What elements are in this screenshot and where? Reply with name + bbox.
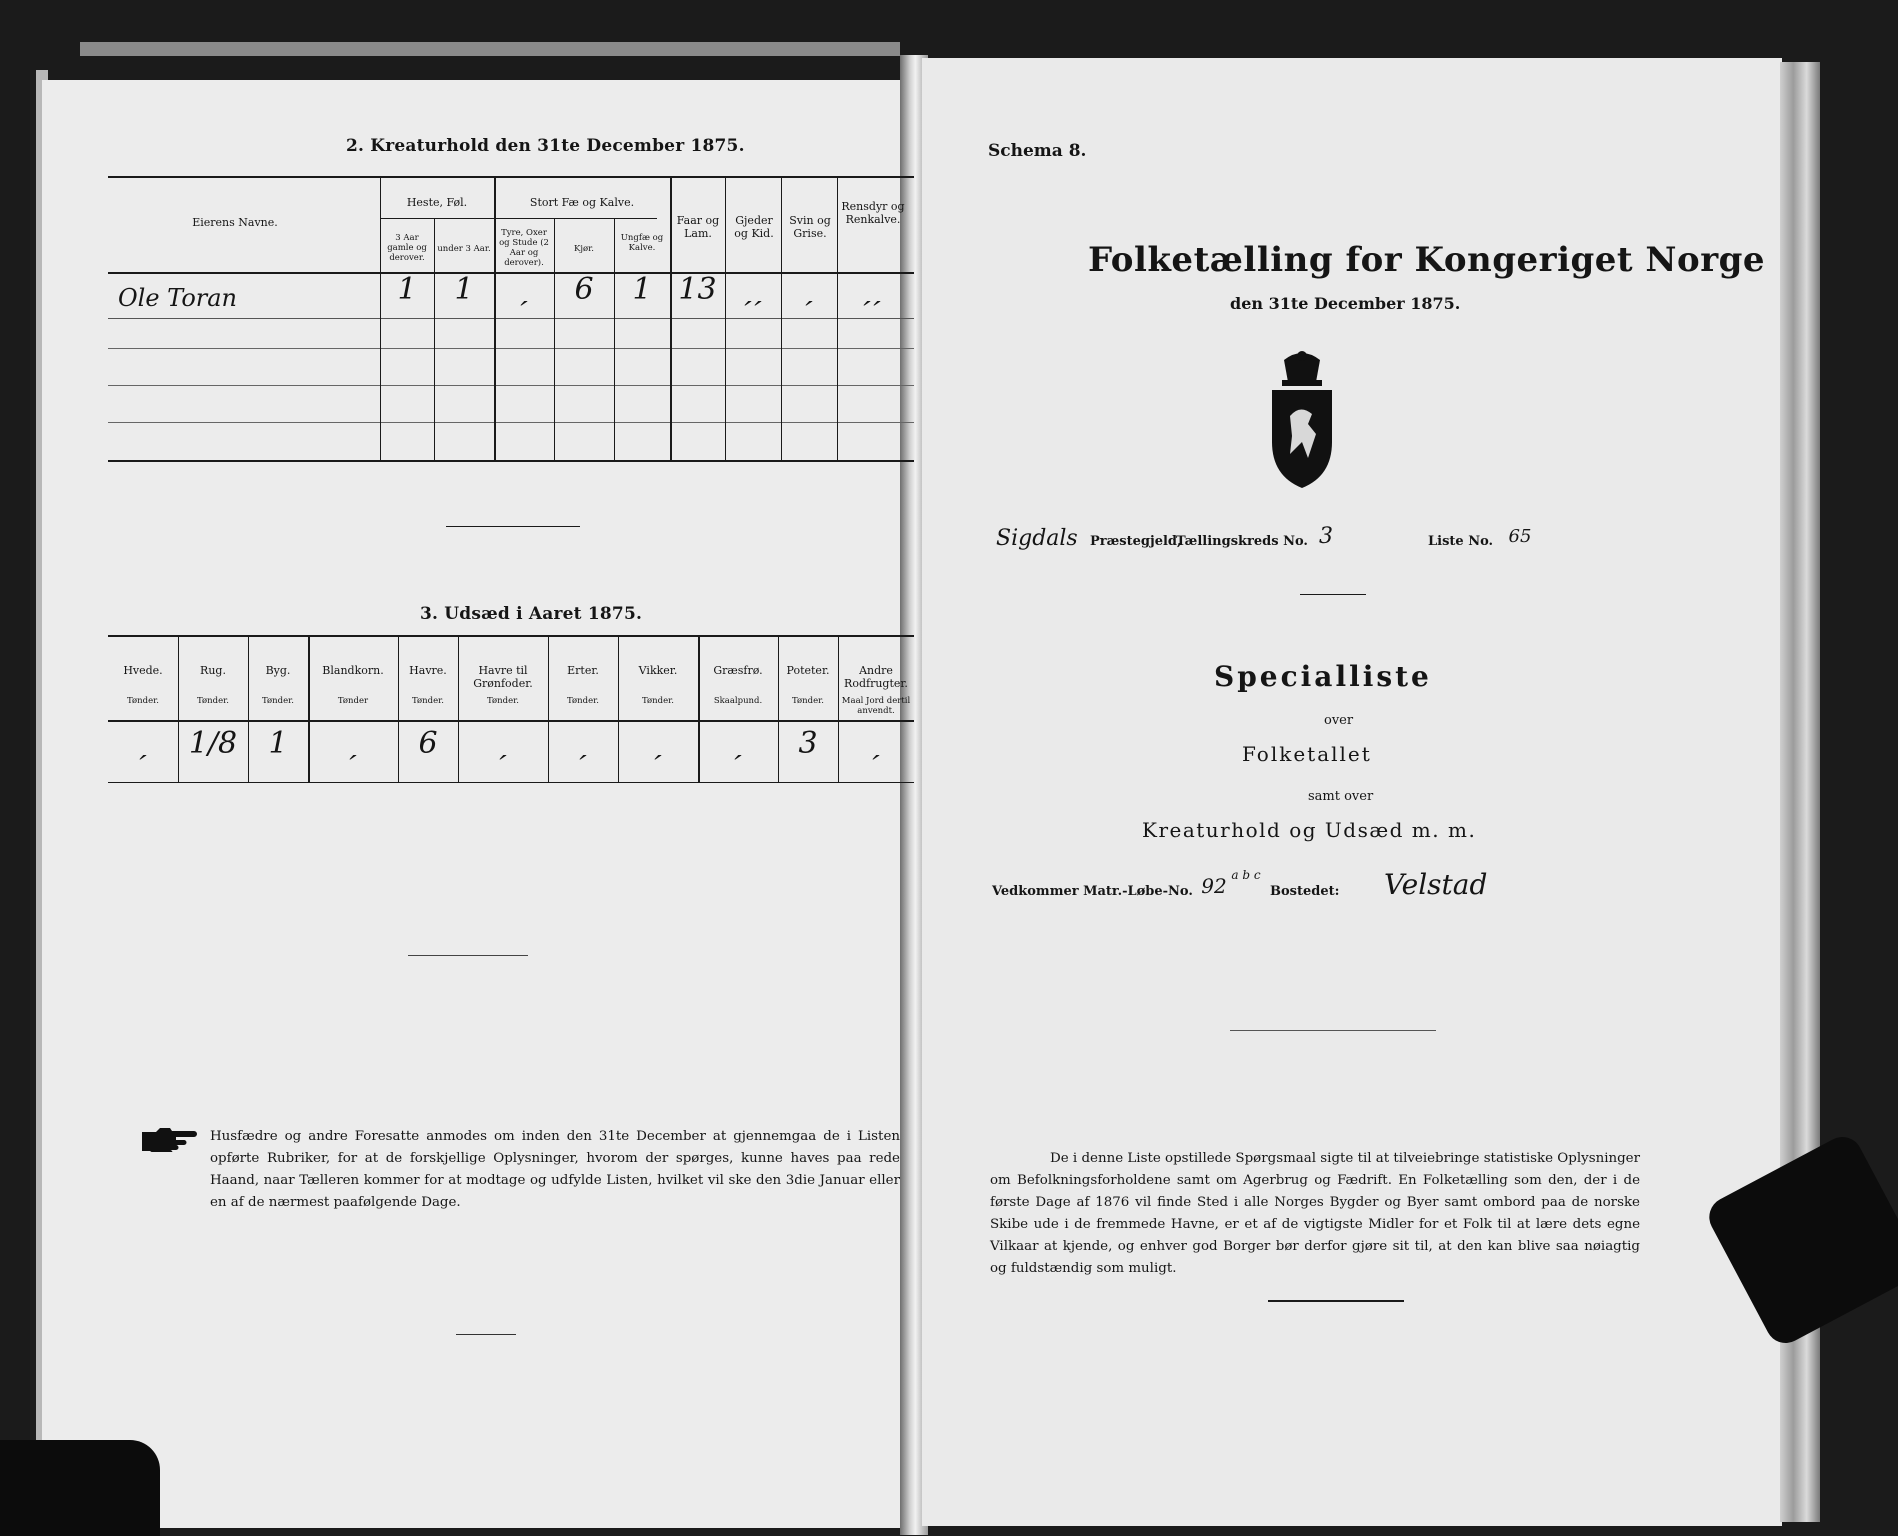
seed-value: ˏ [498,726,508,761]
livestock-value-pigs: ˏ [804,272,814,307]
explanatory-paragraph: De i denne Liste opstillede Spørgsmaal sigte til at tilveiebringe statistiske Oplysninger om Befolkningsforholdene samt om Agerbrug og Fædrift. En Folketælling som den, der i de første Dage af 1876 vil finde Sted i alle Norges Bygder og Byer samt ombord paa de norske Skibe ude i de fremmede Havne, er et af de vigtigste Midler for et Folk til at lære dets egne Vilkaar at kjende, og enhver god Borger bør derfor gjøre sit til, at den kan blive saa nøiagtig og fuldstændig som muligt. [990,1151,1640,1276]
separator-rule-5 [1230,1030,1436,1031]
seed-column-header: Vikker. [638,664,678,677]
seed-column-unit: Tønder [337,696,369,706]
seed-column-unit: Tønder. [487,696,519,706]
district-number: 3 [1319,524,1333,549]
seed-column-unit: Tønder. [642,696,674,706]
seed-column-unit: Tønder. [127,696,159,706]
seed-column-unit: Tønder. [567,696,599,706]
livestock-table-title: 2. Kreaturhold den 31te December 1875. [346,136,745,156]
seed-value: ˏ [138,726,148,761]
seed-value: 1 [268,726,288,761]
seed-value: ˏ [348,726,358,761]
seed-column-unit: Tønder. [197,696,229,706]
seed-column-unit: Tønder. [792,696,824,706]
bosted-name: Velstad [1384,868,1488,901]
seed-value: 1/8 [188,726,238,761]
pigs-header: Svin og Grise. [789,214,831,240]
livestock-value-young-cattle: 1 [632,272,652,307]
district-label: Tællingskreds No. [1176,534,1308,549]
matr-label: Vedkommer Matr.-Løbe-No. [992,884,1193,899]
livestock-value-horses-under3: 1 [454,272,474,307]
cattle-group-header: Stort Fæ og Kalve. [529,196,635,209]
seed-table-title: 3. Udsæd i Aaret 1875. [420,604,643,624]
seed-column-header: Poteter. [786,664,830,677]
seed-column-header: Rug. [200,664,226,677]
samt-over-label: samt over [1308,789,1374,804]
livestock-value-bulls: ˏ [519,272,529,307]
bosted-label: Bostedet: [1270,884,1340,899]
census-title: Folketælling for Kongeriget Norge [1088,240,1766,280]
separator-rule-2 [408,955,528,956]
top-page-edge [80,42,900,56]
seed-column-unit: Tønder. [262,696,294,706]
matr-superscript: a b c [1231,868,1261,882]
seed-column-header: Havre til Grønfoder. [473,664,533,690]
schema-number: Schema 8. [988,141,1087,161]
separator-rule-3 [456,1334,516,1335]
seed-column-unit: Maal Jord dertil anvendt. [841,696,911,716]
sheep-header: Faar og Lam. [676,214,720,240]
census-date: den 31te December 1875. [1230,294,1461,313]
seed-value: ˏ [871,726,881,761]
folketallet-label: Folketallet [1242,742,1372,766]
bulls-oxen-header: Tyre, Oxer og Stude (2 Aar og derover). [499,228,549,268]
special-list-heading: Specialliste [1214,660,1432,693]
seed-column-unit: Skaalpund. [713,696,763,706]
livestock-value-reindeer: ˏˏ [862,272,882,307]
norwegian-coat-of-arms-icon [1254,350,1350,490]
livestock-value-sheep: 13 [678,272,717,307]
seed-column-header: Græsfrø. [713,664,763,677]
horses-under-3-header: under 3 Aar. [437,244,491,254]
seed-column-header: Hvede. [123,664,163,677]
separator-rule [446,526,580,527]
horses-3-years-header: 3 Aar gamle og derover. [387,233,427,263]
seed-value: ˏ [733,726,743,761]
young-cattle-header: Ungfæ og Kalve. [620,233,664,253]
owner-column-header: Eierens Navne. [192,216,278,229]
seed-value: 3 [798,726,818,761]
owner-name: Ole Toran [118,284,238,312]
separator-rule-4 [1300,594,1366,595]
seed-value: ˏ [653,726,663,761]
seed-column-header: Erter. [567,664,599,677]
seed-value: ˏ [578,726,588,761]
seed-column-header: Blandkorn. [322,664,384,677]
seed-column-unit: Tønder. [412,696,444,706]
matr-number: 92 [1201,874,1227,898]
livestock-value-cows: 6 [574,272,594,307]
seed-value: 6 [418,726,438,761]
list-number: 65 [1508,526,1532,547]
livestock-value-horses-3: 1 [397,272,417,307]
parish-name: Sigdals [996,526,1078,551]
pointing-hand-icon [140,1126,200,1152]
horses-group-header: Heste, Føl. [406,196,468,209]
seed-column-header: Byg. [265,664,291,677]
list-label: Liste No. [1428,534,1494,549]
livestock-value-goats: ˏˏ [743,272,763,307]
reindeer-header: Rensdyr og Renkalve. [841,200,905,226]
cows-header: Kjør. [574,244,594,254]
notice-text: Husfædre og andre Foresatte anmodes om inden den 31te December at gjennemgaa de i Listen opførte Rubriker, for at de forskjellige Oplysninger, hvorom der spørges, kunne haves paa rede Haand, naar Tælleren kommer for at modtage og udfylde Listen, hvilket vil ske den 3die Januar eller en af de nærmest paafølgende Dage. [210,1129,900,1210]
seed-column-header: Andre Rodfrugter. [844,664,908,690]
separator-rule-6 [1268,1300,1404,1302]
black-clip-bottom-left [0,1440,160,1536]
seed-column-header: Havre. [409,664,447,677]
parish-label: Præstegjeld, [1090,534,1182,549]
goats-header: Gjeder og Kid. [734,214,774,240]
over-label-1: over [1324,713,1354,728]
subtitle: Kreaturhold og Udsæd m. m. [1142,818,1477,842]
